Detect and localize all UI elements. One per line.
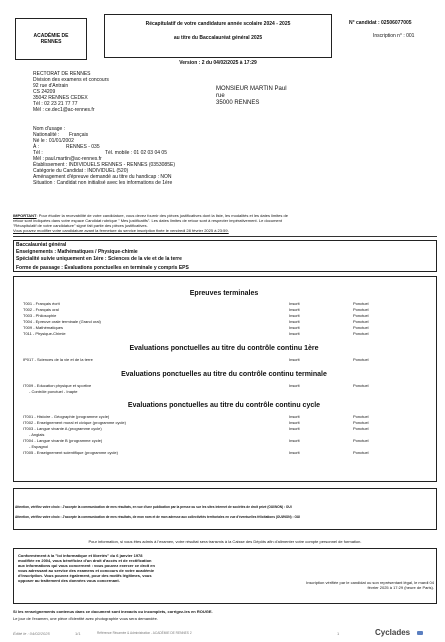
academy-logo <box>15 18 87 60</box>
sender-line: Division des examens et concours <box>33 77 109 83</box>
exam-specialite: Spécialité suivie uniquement en 1ère : Sciences de la vie et de la terre <box>16 256 182 262</box>
section-title-cycle: Evaluations ponctuelles au titre du contrôle continu cycle <box>127 402 321 409</box>
verification-text <box>230 580 434 590</box>
cnil-line: Conformément à la "loi informatique et libertés" du 6 janvier 1978 <box>18 553 143 558</box>
version-text: Version : 2 du 04/02/2025 à 17:29 <box>179 60 257 66</box>
important-notice <box>13 213 437 233</box>
footer-ref: Référence Récamée & Administration - ACADÉMIE DE RENNES 2 <box>97 631 192 635</box>
cnil-text <box>18 553 218 583</box>
birth-place-value: RENNES - 035 <box>66 144 100 150</box>
notice-text-4: Vous pouvez modifier votre candidature avant la fermeture du service inscription fixée le vendredi 28 février 2025 à 23:59. <box>13 228 229 233</box>
inscription-number: Inscription n° : 001 <box>373 33 415 39</box>
footer-edited: Édité le : 04/02/2025 <box>13 631 50 636</box>
recipient-name: MONSIEUR MARTIN Paul <box>216 86 287 92</box>
cnil-line: d'inscription. Vous pouvez également, pour des motifs légitimes, vous <box>18 573 152 578</box>
notice-text-1: : Pour étudier la recevabilité de votre candidature, vous devez fournir des pièces justificatives dont la liste, les modalités et les dates limites de <box>36 213 288 218</box>
bottom-note-1: Si les renseignements contenus dans ce document sont inexacts ou incomplets, corrigez-les en ROUGE. <box>13 609 213 614</box>
candidate-info <box>33 126 413 186</box>
brand-mark-icon <box>417 631 423 635</box>
sender-address <box>33 71 109 113</box>
cnil-line: aux informations qui vous concernent : vous pouvez exercer ce droit en <box>18 563 155 568</box>
logo-line-2: RENNES <box>40 39 62 45</box>
attention-line-2: Attention, vérifiez votre choix : J'accepte la communication de mes résultats, de mon nom et de mon adresse aux collectivités territoriales en vue d'éventuelles félicitations (OUI/NON) : OUI <box>15 515 301 519</box>
notice-text-2: retour sont indiquées dans votre espace Candidat rubrique " Mes justificatifs". Les dates limites de retour sont à respecter impérativement. Le document <box>13 218 282 223</box>
nationalite-value: Français <box>69 132 89 138</box>
recipient-line: rue <box>216 93 225 99</box>
footer-page: 1/1 <box>75 631 81 636</box>
attention-box <box>13 488 437 530</box>
tel-label: Tél : <box>33 150 43 156</box>
attention-line-1: Attention, vérifiez votre choix : J'accepte la communication de mes résultats, en vue d'une publication par la presse ou sur les sites internet de sociétés de droit privé (OUI/NON) : OUI <box>15 505 292 509</box>
caisse-info: Pour information, si vous êtes admis à l'examen, votre résultat sera transmis à la Caisse des Dépôts afin d'alimenter votre compte personnel de formation. <box>88 539 362 544</box>
footer-page-number: 1 <box>337 631 340 636</box>
sender-line: Mél : ce.dec1@ac-rennes.fr <box>33 107 95 113</box>
section-title-terminale-cc: Evaluations ponctuelles au titre du contrôle continu terminale <box>121 371 327 378</box>
section-title-terminales: Epreuves terminales <box>189 290 259 297</box>
categorie: Catégorie du Candidat : INDIVIDUEL (520) <box>33 168 129 174</box>
sender-line: RECTORAT DE RENNES <box>33 71 91 77</box>
recipient-address <box>216 86 287 107</box>
bottom-note-2: Le jour de l'examen, une pièce d'identité avec photographie vous sera demandée. <box>13 616 158 621</box>
recipient-city: 35000 RENNES <box>216 100 260 106</box>
amenagement: Aménagement d'épreuve demandé au titre du handicap : NON <box>33 174 172 180</box>
verification-line: Inscription vérifiée par le candidat ou son représentant légal, le mardi 04 <box>306 580 434 585</box>
logo-line-1: ACADÉMIE DE <box>33 33 69 39</box>
birth-place-label: À : <box>33 144 40 150</box>
candidate-number: N° candidat : 02506077005 <box>349 20 412 26</box>
exam-forme: Forme de passage : Évaluations ponctuelles en terminale y compris EPS <box>16 265 189 271</box>
divider <box>13 236 437 237</box>
document-subtitle: au titre du Baccalauréat général 2025 <box>173 35 263 41</box>
important-label: IMPORTANT <box>13 213 37 218</box>
sender-line: 35042 RENNES CEDEX <box>33 95 88 101</box>
exam-enseignements: Enseignements : Mathématiques / Physique-chimie <box>16 249 138 255</box>
verification-line: février 2025 à 17:29 (heure de Paris). <box>367 585 434 590</box>
tel-mobile: Tél. mobile : 01 02 03 04 05 <box>105 150 167 156</box>
cnil-line: opposer au traitement des données vous concernant. <box>18 578 120 583</box>
birth-date: Né le : 01/01/2002 <box>33 138 74 144</box>
sender-line: 92 rue d'Antrain <box>33 83 69 89</box>
cyclades-logo: Cyclades <box>375 628 411 637</box>
section-title-premiere: Evaluations ponctuelles au titre du contrôle continu 1ère <box>129 345 319 352</box>
nationalite-label: Nationalité : <box>33 132 60 138</box>
exam-type: Baccalauréat général <box>16 242 67 248</box>
email: Mél : paul.martin@ac-rennes.fr <box>33 156 102 162</box>
footer <box>13 629 437 639</box>
document-title: Récapitulatif de votre candidature année scolaire 2024 - 2025 <box>145 21 291 27</box>
sender-line: CS 24209 <box>33 89 56 95</box>
cnil-line: vous adressant au service des examens et concours de votre académie <box>18 568 155 573</box>
etablissement: Établissement : INDIVIDUELS RENNES - RENNES (0353085E) <box>33 162 175 168</box>
cnil-line: modifiée en 2004, vous bénéficiez d'un droit d'accès et de rectification <box>18 558 152 563</box>
title-box <box>104 14 332 58</box>
nom-usage: Nom d'usage : <box>33 126 66 132</box>
notice-text-3: "Récapitulatif de votre candidature" signé fait partie des pièces justificatives. <box>13 223 148 228</box>
situation: Situation : Candidat non initialisé avec les informations de 1ère <box>33 180 173 186</box>
sender-line: Tél : 02 23 21 77 77 <box>33 101 78 107</box>
